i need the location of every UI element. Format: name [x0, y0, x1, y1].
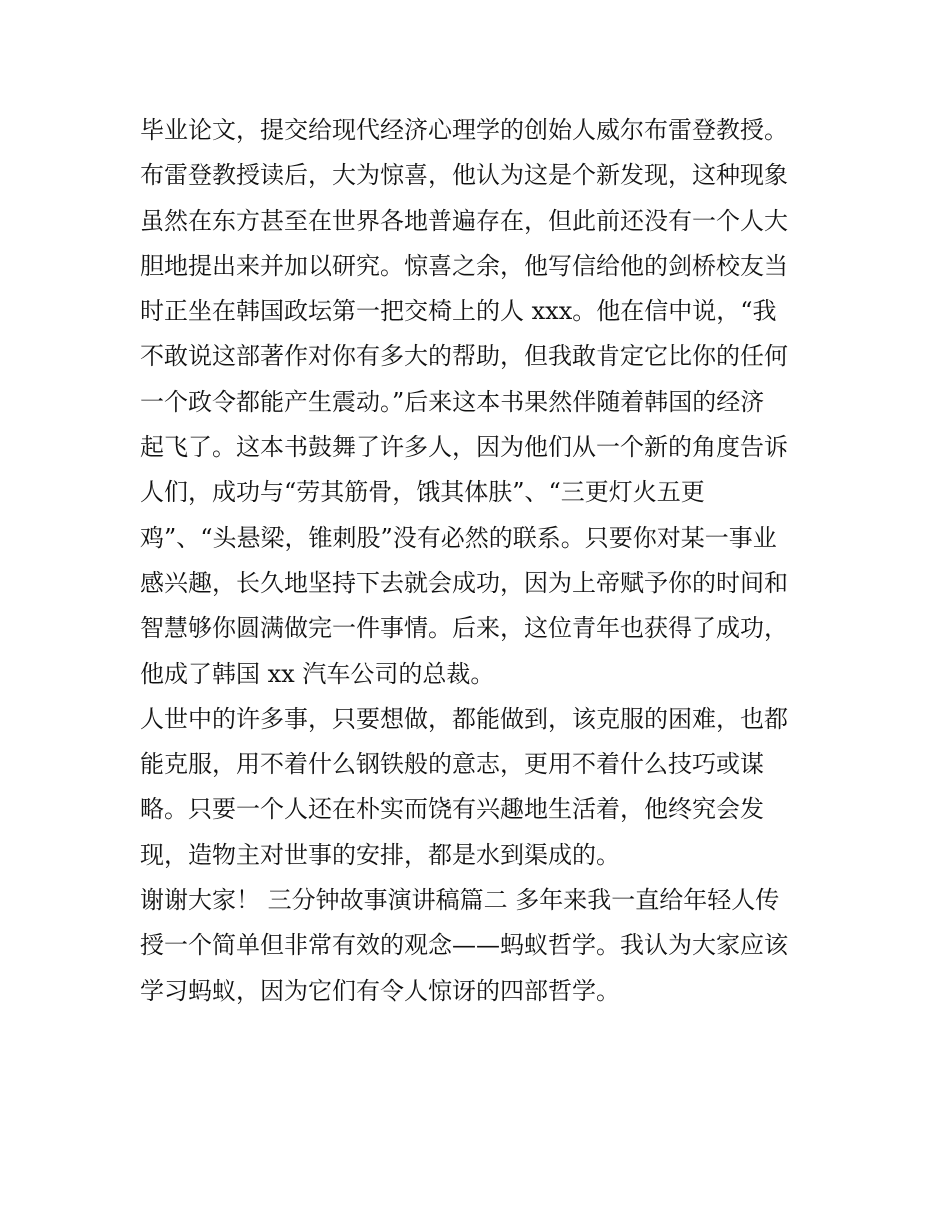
text-line: 能克服，用不着什么钢铁般的意志，更用不着什么技巧或谋	[140, 750, 764, 779]
text-line: 布雷登教授读后，大为惊喜，他认为这是个新发现，这种现象	[140, 161, 788, 190]
text-line: 学习蚂蚁，因为它们有令人惊讶的四部哲学。	[140, 976, 620, 1005]
text-line: 略。只要一个人还在朴实而饶有兴趣地生活着，他终究会发	[140, 795, 764, 824]
text-line: 胆地提出来并加以研究。惊喜之余，他写信给他的剑桥校友当	[140, 251, 788, 280]
text-line: 他成了韩国 xx 汽车公司的总裁。	[140, 659, 495, 688]
text-line: 授一个简单但非常有效的观念——蚂蚁哲学。我认为大家应该	[140, 931, 788, 960]
text-line: 毕业论文，提交给现代经济心理学的创始人威尔布雷登教授。	[140, 116, 788, 144]
text-line: 人世中的许多事，只要想做，都能做到，该克服的困难，也都	[140, 704, 788, 733]
text-line: 虽然在东方甚至在世界各地普遍存在，但此前还没有一个人大	[140, 206, 788, 235]
text-line: 智慧够你圆满做完一件事情。后来，这位青年也获得了成功，	[140, 614, 788, 643]
text-line: 一个政令都能产生震动。”后来这本书果然伴随着韩国的经济	[140, 387, 765, 416]
text-line: 感兴趣，长久地坚持下去就会成功，因为上帝赋予你的时间和	[140, 568, 788, 597]
body-text	[140, 108, 830, 1014]
text-line: 鸡”、“头悬梁，锥刺股”没有必然的联系。只要你对某一事业	[140, 523, 777, 552]
text-line: 时正坐在韩国政坛第一把交椅上的人 xxx。他在信中说，“我	[140, 297, 777, 326]
text-line: 起飞了。这本书鼓舞了许多人，因为他们从一个新的角度告诉	[140, 433, 788, 462]
text-line: 人们，成功与“劳其筋骨，饿其体肤”、“三更灯火五更	[140, 478, 705, 507]
text-line: 谢谢大家！ 三分钟故事演讲稿篇二 多年来我一直给年轻人传	[140, 886, 780, 915]
text-line: 现，造物主对世事的安排，都是水到渠成的。	[140, 840, 620, 869]
text-line: 不敢说这部著作对你有多大的帮助，但我敢肯定它比你的任何	[140, 342, 788, 371]
